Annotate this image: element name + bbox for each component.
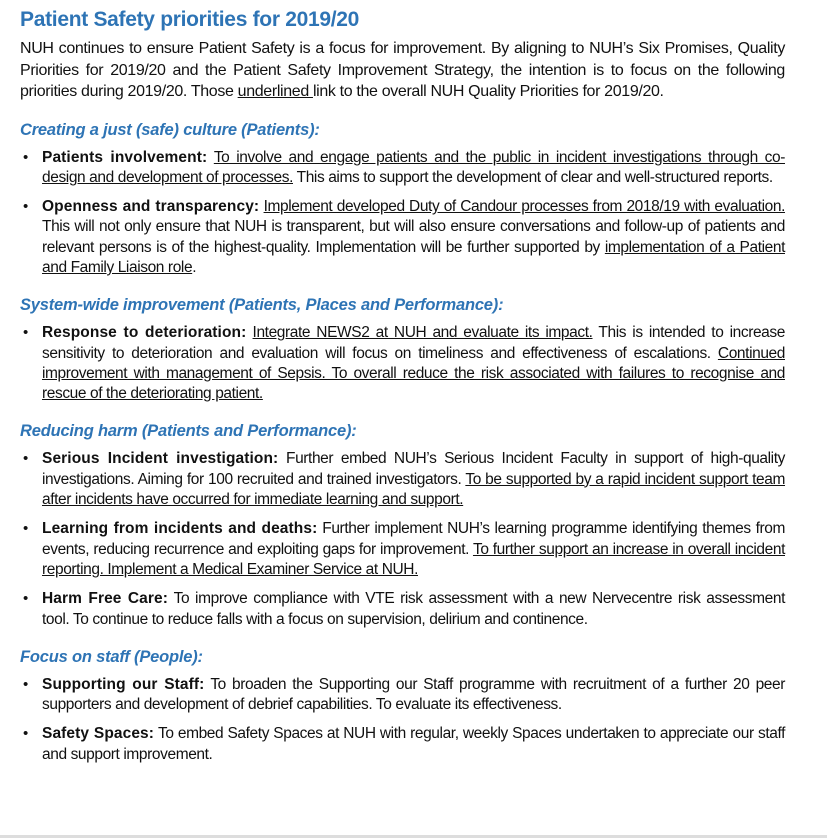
priority-text: Further embed NUH’s Serious Incident Faculty in support of high-quality investigations. Aiming for 100 recruited and trained investigators. xyxy=(42,450,785,488)
priority-sections xyxy=(20,121,785,766)
priority-label: Learning from incidents and deaths: xyxy=(42,520,318,538)
priority-text: To embed Safety Spaces at NUH with regular, weekly Spaces undertaken to appreciate our staff and support improvement. xyxy=(42,725,785,763)
priority-label: Harm Free Care: xyxy=(42,590,169,608)
priority-label: Response to deterioration: xyxy=(42,324,247,342)
priority-item xyxy=(20,724,785,765)
priority-item xyxy=(20,675,785,716)
intro-text: link to the overall NUH Quality Priorities for 2019/20. xyxy=(312,83,664,100)
underlined-link-text: To further support an increase in overall incident reporting. Implement a Medical Examiner Service at NUH. xyxy=(42,540,785,578)
priority-text: This will not only ensure that NUH is transparent, but will also ensure conversations and follow-up of patients and relevant persons is of the highest-quality. Implementation will be further supported by xyxy=(42,218,785,256)
underlined-link-text: To be supported by a rapid incident support team after incidents have occurred for immediate learning and support. xyxy=(42,470,786,509)
bullet-icon: • xyxy=(23,324,28,342)
priority-text: . xyxy=(192,258,197,276)
priority-item xyxy=(20,197,785,278)
priority-section xyxy=(20,296,785,404)
priority-item xyxy=(20,519,785,580)
priority-text: To improve compliance with VTE risk assessment with a new Nervecentre risk assessment tool. To continue to reduce falls with a focus on supervision, delirium and continence. xyxy=(42,590,785,628)
section-heading: System-wide improvement (Patients, Places and Performance): xyxy=(20,296,504,315)
priority-text: This is intended to increase sensitivity to deterioration and evaluation will focus on timeliness and effectiveness of escalations. xyxy=(42,324,785,362)
priority-label: Safety Spaces: xyxy=(42,725,155,743)
bullet-icon: • xyxy=(23,725,28,743)
intro-paragraph xyxy=(20,38,785,103)
priority-section xyxy=(20,121,785,279)
priority-item xyxy=(20,449,785,510)
section-heading: Reducing harm (Patients and Performance): xyxy=(20,422,357,441)
priority-list xyxy=(20,323,785,404)
priority-list xyxy=(20,449,785,629)
underlined-link-text: Continued improvement with management of Sepsis. To overall reduce the risk associated with failures to recognise and rescue of the deteriorating patient. xyxy=(42,344,785,403)
priority-label: Serious Incident investigation: xyxy=(42,450,279,468)
intro-text: NUH continues to ensure Patient Safety is a focus for improvement. By aligning to NUH’s Six Promises, Quality Priorities for 2019/20 and the Patient Safety Improvement Strategy, the intention is to focus on the following priorities during 2019/20. Those xyxy=(20,40,785,100)
bullet-icon: • xyxy=(23,450,28,468)
priority-text: To broaden the Supporting our Staff programme with recruitment of a further 20 peer supporters and development of debrief capabilities. To evaluate its effectiveness. xyxy=(42,675,785,714)
underlined-link-text: To involve and engage patients and the public in incident investigations through co-design and development of processes. xyxy=(42,148,785,186)
underlined-link-text: implementation of a Patient and Family Liaison role xyxy=(42,238,785,276)
priority-item xyxy=(20,589,785,630)
priority-item xyxy=(20,323,785,404)
page-title: Patient Safety priorities for 2019/20 xyxy=(20,8,360,31)
underlined-link-text: Integrate NEWS2 at NUH and evaluate its impact. xyxy=(252,324,593,342)
priority-section xyxy=(20,422,785,629)
section-heading: Focus on staff (People): xyxy=(20,647,203,666)
section-heading: Creating a just (safe) culture (Patients): xyxy=(20,120,320,139)
priority-section xyxy=(20,648,785,765)
priority-list xyxy=(20,675,785,765)
bullet-icon: • xyxy=(23,520,28,538)
underlined-link-text: underlined xyxy=(237,83,313,100)
bullet-icon: • xyxy=(23,148,28,166)
underlined-link-text: Implement developed Duty of Candour processes from 2018/19 with evaluation. xyxy=(263,198,785,216)
bullet-icon: • xyxy=(23,590,28,608)
priority-label: Patients involvement: xyxy=(42,148,208,166)
bullet-icon: • xyxy=(23,198,28,216)
priority-text: This aims to support the development of clear and well-structured reports. xyxy=(293,168,773,186)
priority-item xyxy=(20,148,785,189)
priority-text: Further implement NUH’s learning programme identifying themes from events, reducing recurrence and exploiting gaps for improvement. xyxy=(42,520,785,558)
document xyxy=(20,8,785,774)
bullet-icon: • xyxy=(23,675,28,693)
priority-list xyxy=(20,148,785,279)
priority-label: Supporting our Staff: xyxy=(42,675,205,693)
priority-label: Openness and transparency: xyxy=(42,198,260,216)
